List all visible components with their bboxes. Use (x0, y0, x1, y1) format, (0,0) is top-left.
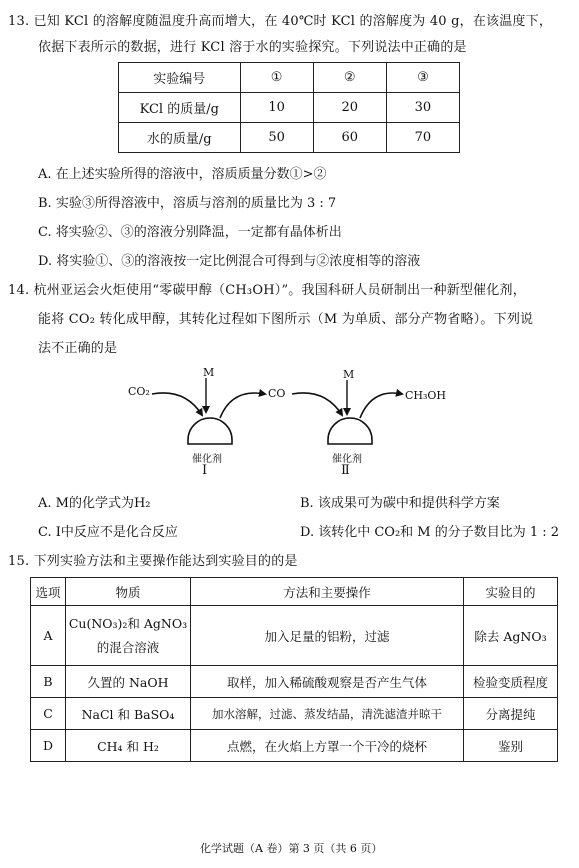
table-cell: NaCl 和 BaSO₄ (66, 698, 191, 730)
table-cell: 水的质量/g (119, 123, 241, 153)
table-row (119, 93, 460, 123)
table-row (31, 730, 558, 762)
table-cell: 20 (313, 93, 386, 123)
table-header-cell: 物质 (66, 578, 191, 606)
label-roman-2: Ⅱ (341, 463, 350, 478)
arrow-co-out (220, 393, 265, 418)
q13-option-a: A. 在上述实验所得的溶液中，溶质质量分数①>② (38, 167, 327, 182)
table-cell: C (31, 698, 66, 730)
table-cell: 鉴别 (464, 730, 558, 762)
table-header-cell: ③ (386, 63, 459, 93)
table-header-cell: ② (313, 63, 386, 93)
label-co2: CO₂ (128, 385, 150, 398)
q14-option-d: D. 该转化中 CO₂和 M 的分子数目比为 1 : 2 (300, 525, 560, 540)
table-header-row (119, 63, 460, 93)
label-catalyst-1: 催化剂 (192, 454, 222, 465)
page-footer: 化学试题（A 卷）第 3 页（共 6 页） (200, 842, 383, 855)
table-cell: 10 (240, 93, 313, 123)
table-cell: 50 (240, 123, 313, 153)
table-cell: D (31, 730, 66, 762)
catalyst-ii-shape (328, 418, 372, 444)
q14-stem-line2: 能将 CO₂ 转化成甲醇，其转化过程如下图所示（M 为单质、部分产物省略）。下列说 (38, 312, 534, 327)
table-cell: 取样，加入稀硫酸观察是否产生气体 (191, 666, 464, 698)
table-cell: 加入足量的铝粉，过滤 (191, 606, 464, 666)
q14-option-b: B. 该成果可为碳中和提供科学方案 (300, 496, 500, 511)
table-cell: 除去 AgNO₃ (464, 606, 558, 666)
q13-stem-line2: 依据下表所示的数据，进行 KCl 溶于水的实验探究。下列说法中正确的是 (38, 40, 467, 55)
conversion-diagram (110, 360, 470, 490)
q13-data-table (118, 62, 460, 153)
label-m1: M (203, 366, 215, 379)
label-catalyst-2: 催化剂 (332, 454, 362, 465)
q14-option-a: A. M的化学式为H₂ (38, 496, 151, 511)
table-cell: 30 (386, 93, 459, 123)
label-roman-1: Ⅰ (202, 463, 208, 478)
q14-stem-line1: 14. 杭州亚运会火炬使用“零碳甲醇（CH₃OH）”。我国科研人员研制出一种新型催化剂， (8, 283, 526, 298)
table-cell: 检验变质程度 (464, 666, 558, 698)
label-m2: M (343, 368, 355, 381)
substance-line: 的混合溶液 (96, 639, 160, 655)
label-co: CO (268, 387, 286, 400)
table-cell: A (31, 606, 66, 666)
table-cell: 加水溶解，过滤、蒸发结晶，清洗滤渣并晾干 (191, 698, 464, 730)
table-header-row (31, 578, 558, 606)
arrow-co2-in (152, 393, 202, 415)
table-cell: KCl 的质量/g (119, 93, 241, 123)
q13-option-d: D. 将实验①、③的溶液按一定比例混合可得到与②浓度相等的溶液 (38, 254, 421, 269)
table-header-cell: 实验编号 (119, 63, 241, 93)
q13-stem-line1: 13. 已知 KCl 的溶解度随温度升高而增大，在 40℃时 KCl 的溶解度为 40 g，在该温度下， (8, 14, 553, 29)
catalyst-i-shape (188, 418, 232, 444)
table-cell: 60 (313, 123, 386, 153)
table-header-cell: ① (240, 63, 313, 93)
table-row (31, 606, 558, 666)
arrow-ch3oh-out (360, 393, 402, 418)
table-row (119, 123, 460, 153)
table-cell: 点燃，在火焰上方罩一个干冷的烧杯 (191, 730, 464, 762)
q13-option-b: B. 实验③所得溶液中，溶质与溶剂的质量比为 3 : 7 (38, 196, 337, 211)
substance-line: Cu(NO₃)₂和 AgNO₃ (68, 615, 188, 631)
table-header-cell: 选项 (31, 578, 66, 606)
table-cell: B (31, 666, 66, 698)
q15-table (30, 577, 558, 762)
table-cell: 分离提纯 (464, 698, 558, 730)
table-cell (66, 606, 191, 666)
q13-option-c: C. 将实验②、③的溶液分别降温，一定都有晶体析出 (38, 225, 342, 240)
label-ch3oh: CH₃OH (405, 389, 447, 402)
table-row (31, 698, 558, 730)
table-cell: 久置的 NaOH (66, 666, 191, 698)
table-header-cell: 实验目的 (464, 578, 558, 606)
table-row (31, 666, 558, 698)
table-cell: 70 (386, 123, 459, 153)
q15-stem: 15. 下列实验方法和主要操作能达到实验目的的是 (8, 554, 298, 569)
arrow-co-in (292, 393, 342, 415)
q14-stem-line3: 法不正确的是 (38, 341, 118, 356)
table-header-cell: 方法和主要操作 (191, 578, 464, 606)
table-cell: CH₄ 和 H₂ (66, 730, 191, 762)
q14-option-c: C. Ⅰ中反应不是化合反应 (38, 525, 178, 540)
